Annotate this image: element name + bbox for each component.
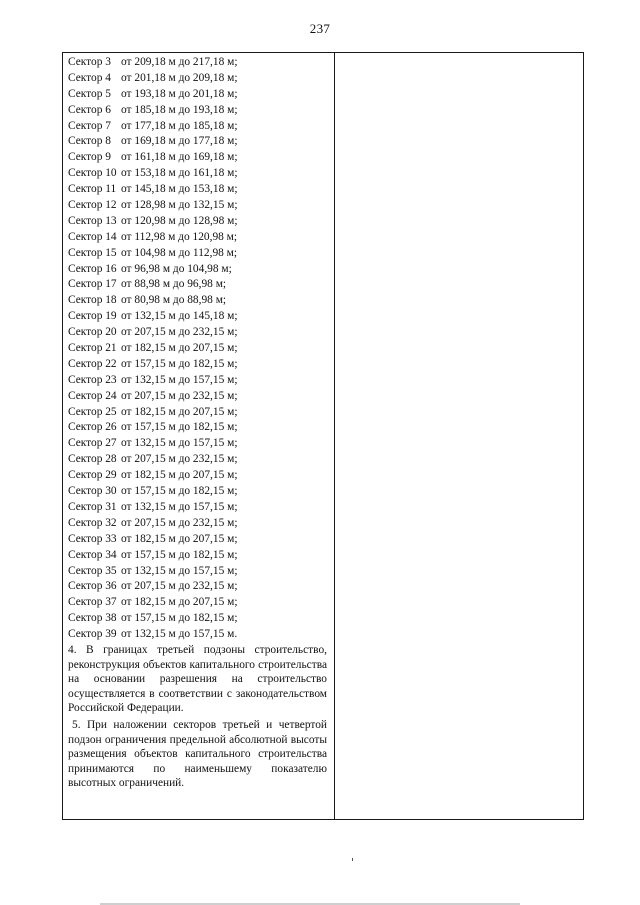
sector-row (68, 103, 327, 119)
sector-range: от 112,98 м до 120,98 м; (121, 230, 238, 243)
sector-range: от 157,15 м до 182,15 м; (121, 612, 238, 625)
sector-name: Сектор 18 (68, 294, 117, 307)
sector-row (68, 325, 327, 341)
sector-range: от 161,18 м до 169,18 м; (121, 151, 238, 164)
sector-name: Сектор 39 (68, 628, 117, 641)
left-column (68, 55, 327, 791)
sector-range: от 132,15 м до 157,15 м; (121, 564, 238, 577)
sector-name: Сектор 5 (68, 87, 111, 100)
sector-range: от 104,98 м до 112,98 м; (121, 246, 238, 259)
sector-range: от 132,15 м до 157,15 м. (121, 628, 238, 641)
page-number: 237 (309, 21, 331, 36)
sector-row (68, 357, 327, 373)
sector-name: Сектор 21 (68, 342, 117, 355)
sector-range: от 132,15 м до 157,15 м; (121, 437, 238, 450)
sector-range: от 182,15 м до 207,15 м; (121, 342, 238, 355)
sector-name: Сектор 27 (68, 437, 117, 450)
paragraph-5: 5. При наложении секторов третьей и четвертой подзон ограничения предельной абсолютной высоты размещения объектов капитального строительства принимаются по наименьшему показателю высотных ограничений. (68, 718, 327, 790)
sector-row (68, 516, 327, 532)
paragraph-4: 4. В границах третьей подзоны строительство, реконструкция объектов капитального строительства на основании разрешения на строительство осуществляется в соответствии с законодательством Российской Федерации. (68, 643, 327, 715)
sector-row (68, 579, 327, 595)
sector-range: от 145,18 м до 153,18 м; (121, 183, 238, 196)
sector-name: Сектор 17 (68, 278, 117, 291)
sector-range: от 207,15 м до 232,15 м; (121, 516, 238, 529)
sector-range: от 157,15 м до 182,15 м; (121, 421, 238, 434)
sector-range: от 207,15 м до 232,15 м; (121, 453, 238, 466)
sector-row (68, 246, 327, 262)
sector-row (68, 309, 327, 325)
sector-range: от 177,18 м до 185,18 м; (121, 119, 238, 132)
document-table (62, 52, 584, 820)
sector-row (68, 452, 327, 468)
sector-row (68, 595, 327, 611)
sector-list (68, 55, 327, 643)
sector-row (68, 420, 327, 436)
sector-range: от 157,15 м до 182,15 м; (121, 485, 238, 498)
sector-range: от 132,15 м до 145,18 м; (121, 310, 238, 323)
sector-name: Сектор 6 (68, 103, 111, 116)
sector-row (68, 277, 327, 293)
sector-name: Сектор 11 (68, 183, 117, 196)
sector-row (68, 230, 327, 246)
sector-row (68, 182, 327, 198)
sector-row (68, 484, 327, 500)
sector-name: Сектор 30 (68, 485, 117, 498)
sector-name: Сектор 32 (68, 516, 117, 529)
sector-range: от 185,18 м до 193,18 м; (121, 103, 238, 116)
sector-row (68, 468, 327, 484)
sector-range: от 182,15 м до 207,15 м; (121, 405, 238, 418)
sector-name: Сектор 7 (68, 119, 111, 132)
sector-range: от 120,98 м до 128,98 м; (121, 214, 238, 227)
sector-row (68, 214, 327, 230)
sector-name: Сектор 16 (68, 262, 117, 275)
sector-row (68, 532, 327, 548)
sector-range: от 209,18 м до 217,18 м; (121, 56, 238, 68)
sector-row (68, 373, 327, 389)
sector-name: Сектор 3 (68, 56, 111, 68)
sector-name: Сектор 12 (68, 199, 117, 212)
sector-range: от 128,98 м до 132,15 м; (121, 199, 238, 212)
sector-name: Сектор 13 (68, 214, 117, 227)
sector-row (68, 500, 327, 516)
sector-name: Сектор 25 (68, 405, 117, 418)
sector-row (68, 166, 327, 182)
sector-row (68, 134, 327, 150)
sector-name: Сектор 38 (68, 612, 117, 625)
sector-row (68, 405, 327, 421)
sector-row (68, 150, 327, 166)
sector-name: Сектор 10 (68, 167, 117, 180)
sector-name: Сектор 34 (68, 548, 117, 561)
sector-range: от 193,18 м до 201,18 м; (121, 87, 238, 100)
sector-name: Сектор 36 (68, 580, 117, 593)
sector-range: от 182,15 м до 207,15 м; (121, 596, 238, 609)
sector-name: Сектор 20 (68, 326, 117, 339)
sector-row (68, 564, 327, 580)
sector-range: от 80,98 м до 88,98 м; (121, 294, 227, 307)
sector-row (68, 548, 327, 564)
sector-range: от 157,15 м до 182,15 м; (121, 548, 238, 561)
sector-row (68, 119, 327, 135)
sector-range: от 207,15 м до 232,15 м; (121, 326, 238, 339)
sector-row (68, 293, 327, 309)
sector-range: от 88,98 м до 96,98 м; (121, 278, 227, 291)
sector-name: Сектор 26 (68, 421, 117, 434)
sector-range: от 201,18 м до 209,18 м; (121, 71, 238, 84)
sector-name: Сектор 29 (68, 469, 117, 482)
sector-row (68, 436, 327, 452)
sector-row (68, 71, 327, 87)
sector-name: Сектор 28 (68, 453, 117, 466)
sector-name: Сектор 19 (68, 310, 117, 323)
sector-name: Сектор 24 (68, 389, 117, 402)
sector-range: от 207,15 м до 232,15 м; (121, 389, 238, 402)
sector-name: Сектор 15 (68, 246, 117, 259)
sector-range: от 157,15 м до 182,15 м; (121, 357, 238, 370)
sector-name: Сектор 14 (68, 230, 117, 243)
sector-name: Сектор 33 (68, 532, 117, 545)
sector-range: от 182,15 м до 207,15 м; (121, 469, 238, 482)
sector-name: Сектор 35 (68, 564, 117, 577)
sector-row (68, 389, 327, 405)
sector-row (68, 262, 327, 278)
sector-name: Сектор 31 (68, 500, 117, 513)
sector-name: Сектор 22 (68, 357, 117, 370)
sector-range: от 153,18 м до 161,18 м; (121, 167, 238, 180)
sector-range: от 207,15 м до 232,15 м; (121, 580, 238, 593)
sector-name: Сектор 9 (68, 151, 111, 164)
sector-name: Сектор 37 (68, 596, 117, 609)
sector-row (68, 611, 327, 627)
sector-range: от 96,98 м до 104,98 м; (121, 262, 232, 275)
sector-name: Сектор 23 (68, 373, 117, 386)
sector-name: Сектор 8 (68, 135, 111, 148)
sector-row (68, 627, 327, 643)
sector-range: от 132,15 м до 157,15 м; (121, 373, 238, 386)
scan-artifact (352, 858, 353, 861)
sector-row (68, 198, 327, 214)
sector-range: от 169,18 м до 177,18 м; (121, 135, 238, 148)
sector-name: Сектор 4 (68, 71, 111, 84)
sector-row (68, 341, 327, 357)
sector-range: от 182,15 м до 207,15 м; (121, 532, 238, 545)
right-column (335, 53, 583, 819)
sector-row (68, 87, 327, 103)
sector-row (68, 55, 327, 71)
sector-range: от 132,15 м до 157,15 м; (121, 500, 238, 513)
